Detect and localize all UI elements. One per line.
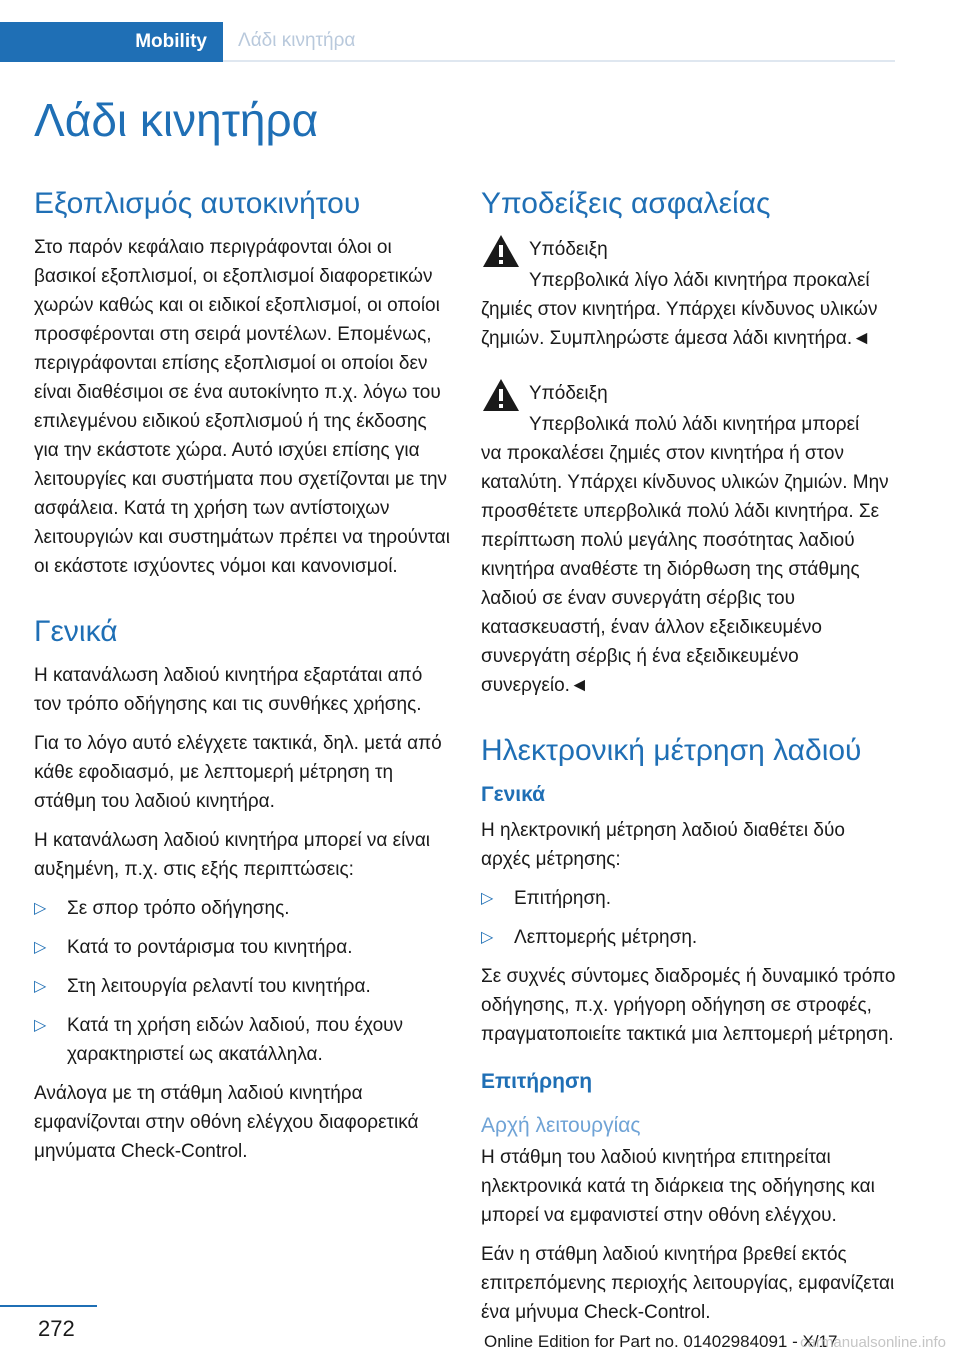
list-item	[481, 923, 899, 952]
header-bar	[0, 22, 895, 62]
subheading-monitoring: Επιτήρηση	[481, 1070, 593, 1093]
paragraph-general-1: Η κατανάλωση λαδιού κινητήρα εξαρτάται από τον τρόπο οδήγησης και τις συνθήκες χρήσης.	[34, 665, 423, 715]
warning-text: να προκαλέσει ζημιές στον κινητήρα ή στον καταλύτη. Υπάρχει κίνδυνος υλικών ζημιών. Μην προσθέτετε υπερβολικά πολύ λάδι κινητήρα. Σε περίπτωση πολύ μεγάλης ποσότητας λαδιού κινητήρα αναθέστε τη διόρθωση της στάθμης λαδιού σε έναν συνεργάτη σέρβις του κατασκευαστή, έναν άλλον εξειδικευμένο συνεργάτη σέρβις ή ένα εξειδικευμένο συνεργείο.◄	[481, 443, 889, 696]
tab-mobility[interactable]: Mobility	[0, 22, 223, 62]
warning-block	[481, 377, 899, 700]
bullet-triangle-icon: ▷	[34, 1017, 47, 1034]
subheading-principle: Αρχή λειτουργίας	[481, 1114, 641, 1137]
left-column	[34, 185, 452, 1176]
consumption-list	[34, 894, 452, 1069]
warning-block	[481, 233, 899, 353]
list-item	[34, 1011, 452, 1069]
bullet-triangle-icon: ▷	[481, 890, 494, 907]
paragraph-general-3: Η κατανάλωση λαδιού κινητήρα μπορεί να είναι αυξημένη, π.χ. στις εξής περιπτώσεις:	[34, 830, 431, 880]
heading-electronic-measurement: Ηλεκτρονική μέτρηση λαδιού	[481, 734, 862, 767]
footer-edition: Online Edition for Part no. 01402984091 - X/17	[484, 1332, 838, 1351]
warning-triangle-icon	[481, 233, 521, 269]
paragraph-general-4: Ανάλογα με τη στάθμη λαδιού κινητήρα εμφανίζονται στην οθόνη ελέγχου διαφορετικά μηνύματα Check-Control.	[34, 1083, 419, 1162]
heading-general: Γενικά	[34, 615, 118, 648]
list-item-text: Σε σπορ τρόπο οδήγησης.	[67, 898, 290, 919]
list-item	[34, 972, 452, 1001]
warning-text-first-line: Υπερβολικά πολύ λάδι κινητήρα μπορεί	[529, 414, 860, 435]
watermark: carmanualsonline.info	[800, 1334, 946, 1351]
heading-safety: Υποδείξεις ασφαλείας	[481, 187, 771, 220]
bullet-triangle-icon: ▷	[34, 939, 47, 956]
paragraph-electronic-general: Η ηλεκτρονική μέτρηση λαδιού διαθέτει δύο αρχές μέτρησης:	[481, 820, 845, 870]
page-number: 272	[38, 1316, 75, 1341]
warning-triangle-icon	[481, 377, 521, 413]
right-column	[481, 185, 899, 1337]
paragraph-principle-1: Η στάθμη του λαδιού κινητήρα επιτηρείται ηλεκτρονικά κατά τη διάρκεια της οδήγησης και μπορεί να εμφανιστεί στην οθόνη ελέγχου.	[481, 1147, 875, 1226]
warning-label: Υπόδειξη	[529, 239, 608, 260]
paragraph-equipment: Στο παρόν κεφάλαιο περιγράφονται όλοι οι βασικοί εξοπλισμοί, οι εξοπλισμοί διαφορετικών χωρών καθώς και οι ειδικοί εξοπλισμοί, οι οποίοι προσφέρονται στη σειρά μοντέλων. Επομένως, περιγράφονται επίσης εξοπλισμοί οι οποίοι δεν είναι διαθέσιμοι σε ένα αυτοκίνητο π.χ. λόγω του επιλεγμένου ειδικού εξοπλισμού ή της έκδοσης για την εκάστοτε χώρα. Αυτό ισχύει επίσης για λειτουργίες και συστήματα που σχετίζονται με την ασφάλεια. Κατά τη χρήση των αντίστοιχων λειτουργιών και συστημάτων πρέπει να τηρούνται οι εκάστοτε ισχύοντες νόμοι και κανονισμοί.	[34, 237, 450, 577]
tab-section[interactable]: Λάδι κινητήρα	[223, 22, 895, 62]
bullet-triangle-icon: ▷	[34, 978, 47, 995]
paragraph-principle-2: Εάν η στάθμη λαδιού κινητήρα βρεθεί εκτός επιτρεπόμενης περιοχής λειτουργίας, εμφανίζεται ένα μήνυμα Check-Control.	[481, 1244, 895, 1323]
paragraph-short-trips: Σε συχνές σύντομες διαδρομές ή δυναμικό τρόπο οδήγησης, π.χ. γρήγορη οδήγηση σε στροφές, πραγματοποιείτε τακτικά μια λεπτομερή μέτρηση.	[481, 966, 896, 1045]
warning-label: Υπόδειξη	[529, 383, 608, 404]
subheading-general: Γενικά	[481, 783, 546, 806]
warning-text: ζημιές στον κινητήρα. Υπάρχει κίνδυνος υλικών ζημιών. Συμπληρώστε άμεσα λάδι κινητήρα.◄	[481, 299, 878, 349]
list-item	[34, 894, 452, 923]
paragraph-general-2: Για το λόγο αυτό ελέγχετε τακτικά, δηλ. μετά από κάθε εφοδιασμό, με λεπτομερή μέτρηση τη στάθμη του λαδιού κινητήρα.	[34, 733, 442, 812]
page-title: Λάδι κινητήρα	[34, 94, 319, 146]
footer-rule	[0, 1305, 97, 1307]
list-item-text: Κατά τη χρήση ειδών λαδιού, που έχουν χαρακτηριστεί ως ακατάλληλα.	[67, 1015, 404, 1065]
bullet-triangle-icon: ▷	[481, 929, 494, 946]
heading-equipment: Εξοπλισμός αυτοκινήτου	[34, 187, 361, 220]
list-item-text: Επιτήρηση.	[514, 888, 612, 909]
list-item	[34, 933, 452, 962]
list-item-text: Στη λειτουργία ρελαντί του κινητήρα.	[67, 976, 371, 997]
bullet-triangle-icon: ▷	[34, 900, 47, 917]
warning-text-first-line: Υπερβολικά λίγο λάδι κινητήρα προκαλεί	[529, 270, 870, 291]
list-item-text: Λεπτομερής μέτρηση.	[514, 927, 698, 948]
principles-list	[481, 884, 899, 952]
list-item	[481, 884, 899, 913]
list-item-text: Κατά το ροντάρισμα του κινητήρα.	[67, 937, 353, 958]
